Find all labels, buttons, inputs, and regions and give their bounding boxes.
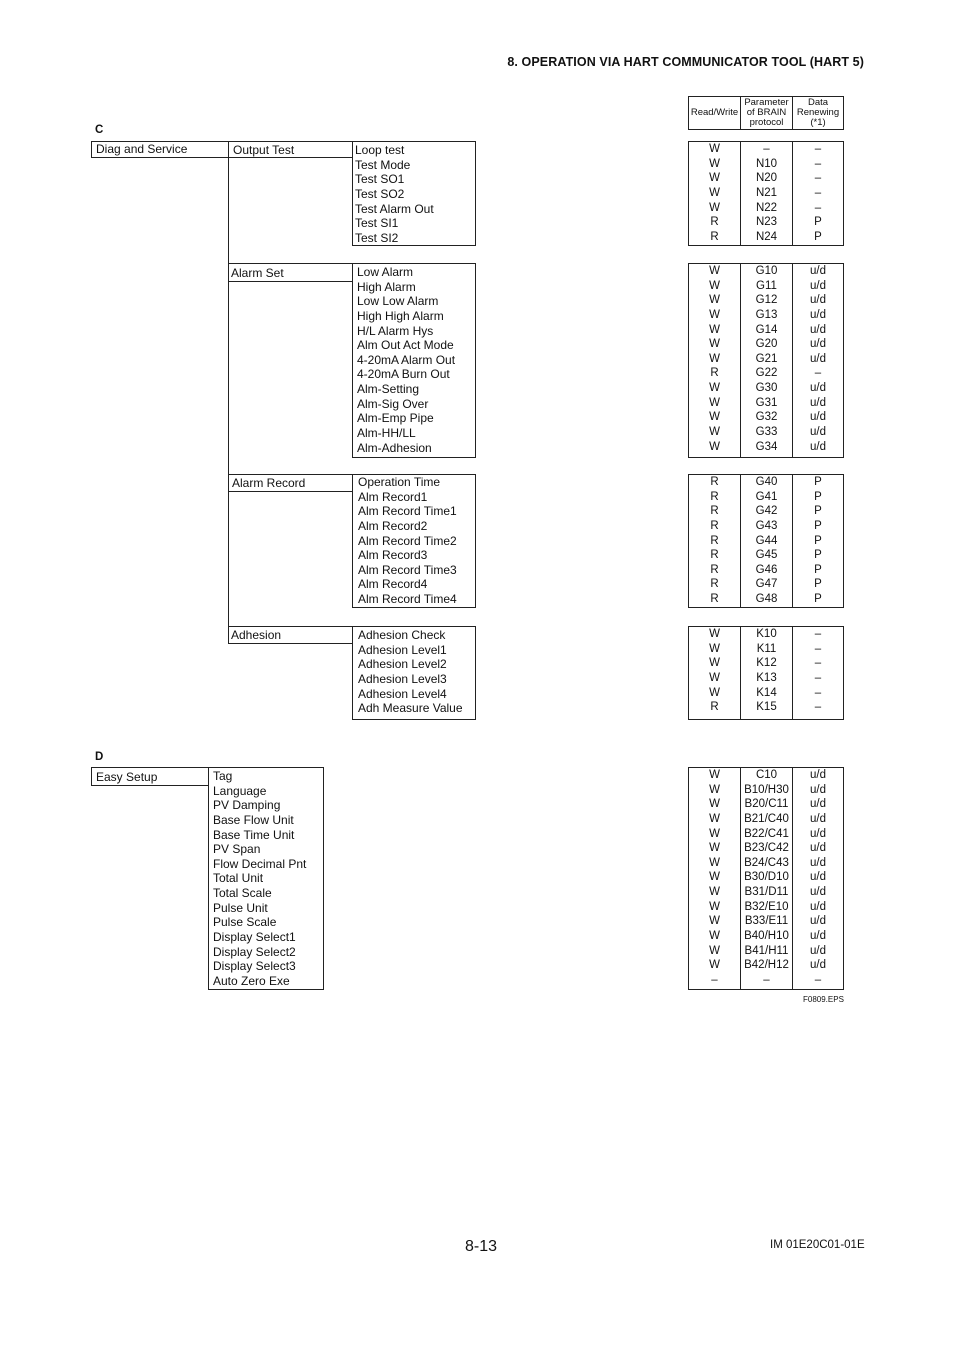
renewing-cell: u/d xyxy=(810,396,826,409)
renewing-cell: u/d xyxy=(810,352,826,365)
items-alarm-record xyxy=(352,474,476,608)
parameter-cell: B33/E11 xyxy=(744,915,789,928)
menu-item[interactable]: Alm-Emp Pipe xyxy=(357,411,434,426)
group-label: Adhesion xyxy=(231,628,282,642)
parameter-cell: G20 xyxy=(755,338,778,351)
renewing-cell: P xyxy=(814,216,822,229)
menu-item[interactable]: Adhesion Level3 xyxy=(358,671,447,686)
header-read-write: Read/Write xyxy=(690,107,739,118)
read-write-cell: W xyxy=(709,769,720,781)
parameter-cell: – xyxy=(763,973,770,986)
parameter-cell: – xyxy=(763,143,770,155)
renewing-cell: u/d xyxy=(810,769,826,781)
parameter-cell: K15 xyxy=(756,701,777,714)
renewing-cell: u/d xyxy=(810,900,826,913)
read-write-cell: W xyxy=(709,308,720,321)
document-id: IM 01E20C01-01E xyxy=(770,1239,865,1251)
menu-item[interactable]: Auto Zero Exe xyxy=(213,973,290,988)
renewing-cell: P xyxy=(814,230,822,243)
renewing-cell: P xyxy=(814,593,822,606)
menu-item[interactable]: High Alarm xyxy=(357,279,416,294)
renewing-cell: u/d xyxy=(810,930,826,943)
renewing-cell: u/d xyxy=(810,856,826,869)
read-write-cell: W xyxy=(709,642,720,655)
read-write-cell: R xyxy=(710,476,719,488)
menu-item[interactable]: Adhesion Level1 xyxy=(358,642,447,657)
table-alarm-set xyxy=(688,263,844,458)
renewing-cell: P xyxy=(814,519,822,532)
parameter-cell: B41/H11 xyxy=(744,944,789,957)
header-parameter: Parameter of BRAIN protocol xyxy=(744,97,789,128)
parameter-cell: B40/H10 xyxy=(744,930,789,943)
read-write-cell: W xyxy=(709,856,720,869)
menu-item[interactable]: Test SO2 xyxy=(355,186,405,201)
menu-root-label: Easy Setup xyxy=(96,770,158,784)
renewing-cell: – xyxy=(814,973,822,986)
parameter-cell: G44 xyxy=(755,534,778,547)
menu-item[interactable]: Operation Time xyxy=(358,475,441,489)
read-write-cell: W xyxy=(709,842,720,855)
parameter-cell: N22 xyxy=(755,201,778,214)
read-write-cell: W xyxy=(709,915,720,928)
renewing-cell: – xyxy=(814,657,822,670)
menu-item[interactable]: Alm Record2 xyxy=(358,518,428,533)
read-write-cell: R xyxy=(710,490,719,503)
menu-item[interactable]: Tag xyxy=(213,769,233,783)
read-write-cell: R xyxy=(710,230,719,243)
menu-item[interactable]: Pulse Unit xyxy=(213,900,268,915)
menu-item[interactable]: 4-20mA Alarm Out xyxy=(357,352,456,367)
renewing-cell: – xyxy=(814,671,822,684)
read-write-cell: R xyxy=(710,216,719,229)
renewing-cell: u/d xyxy=(810,411,826,424)
section-d-label: D xyxy=(95,751,104,763)
parameter-cell: C10 xyxy=(755,769,778,781)
menu-item[interactable]: Flow Decimal Pnt xyxy=(213,856,307,871)
menu-item[interactable]: Alm-Adhesion xyxy=(357,440,432,455)
renewing-cell: P xyxy=(814,490,822,503)
parameter-cell: G34 xyxy=(755,440,778,453)
renewing-cell: u/d xyxy=(810,827,826,840)
group-adhesion[interactable] xyxy=(228,626,353,644)
menu-root-label: Diag and Service xyxy=(96,142,188,156)
items-output-test xyxy=(352,141,476,246)
parameter-cell: G45 xyxy=(755,549,778,562)
renewing-cell: P xyxy=(814,578,822,591)
read-write-cell: W xyxy=(709,871,720,884)
read-write-cell: W xyxy=(709,930,720,943)
header-data-renewing: Data Renewing (*1) xyxy=(796,97,840,128)
parameter-cell: B10/H30 xyxy=(744,783,789,796)
read-write-cell: R xyxy=(710,534,719,547)
table-column-header xyxy=(688,96,844,130)
read-write-cell: R xyxy=(710,505,719,518)
menu-item[interactable]: H/L Alarm Hys xyxy=(357,323,434,338)
parameter-cell: G14 xyxy=(755,323,778,336)
parameter-cell: G47 xyxy=(755,578,778,591)
menu-item[interactable]: Adhesion Level4 xyxy=(358,686,447,701)
parameter-cell: G13 xyxy=(755,308,778,321)
read-write-cell: W xyxy=(709,798,720,811)
renewing-cell: – xyxy=(814,186,822,199)
parameter-cell: G33 xyxy=(755,426,778,439)
parameter-cell: K14 xyxy=(756,686,777,699)
table-easy-setup xyxy=(688,767,844,990)
read-write-cell: R xyxy=(710,367,719,380)
menu-item[interactable]: Alm Record3 xyxy=(358,548,428,563)
parameter-cell: N10 xyxy=(755,157,778,170)
tree-connector xyxy=(228,141,229,644)
parameter-cell: B20/C11 xyxy=(744,798,789,811)
renewing-cell: u/d xyxy=(810,382,826,395)
parameter-cell: N23 xyxy=(755,216,778,229)
menu-item[interactable]: Test SI2 xyxy=(355,230,399,245)
menu-item[interactable]: Alm Record4 xyxy=(358,577,428,592)
menu-item[interactable]: Test SI1 xyxy=(355,216,399,231)
table-adhesion xyxy=(688,626,844,720)
renewing-cell: u/d xyxy=(810,426,826,439)
renewing-cell: u/d xyxy=(810,308,826,321)
group-output-test[interactable] xyxy=(228,141,353,158)
menu-item[interactable]: Alm-Setting xyxy=(357,382,420,397)
parameter-cell: B22/C41 xyxy=(744,827,789,840)
figure-id: F0809.EPS xyxy=(803,995,844,1004)
menu-item[interactable]: Loop test xyxy=(355,143,405,157)
renewing-cell: u/d xyxy=(810,915,826,928)
read-write-cell: W xyxy=(709,426,720,439)
table-alarm-record xyxy=(688,474,844,608)
group-alarm-record[interactable] xyxy=(228,474,353,492)
parameter-cell: G40 xyxy=(755,476,778,488)
menu-item[interactable]: PV Span xyxy=(213,842,261,857)
read-write-cell: W xyxy=(709,944,720,957)
parameter-cell: K13 xyxy=(756,671,777,684)
menu-item[interactable]: 4-20mA Burn Out xyxy=(357,367,450,382)
renewing-cell: u/d xyxy=(810,265,826,277)
menu-item[interactable]: Alm Record1 xyxy=(358,489,428,504)
parameter-cell: N21 xyxy=(755,186,778,199)
table-output-test xyxy=(688,141,844,246)
read-write-cell: R xyxy=(710,593,719,606)
read-write-cell: W xyxy=(709,959,720,972)
page-number: 8-13 xyxy=(465,1238,498,1255)
read-write-cell: W xyxy=(709,886,720,899)
renewing-cell: – xyxy=(814,367,822,380)
parameter-cell: N24 xyxy=(755,230,778,243)
menu-item[interactable]: PV Damping xyxy=(213,798,281,813)
group-label: Output Test xyxy=(233,143,295,157)
read-write-cell: W xyxy=(709,783,720,796)
menu-item[interactable]: High High Alarm xyxy=(357,308,444,323)
menu-item[interactable]: Test Alarm Out xyxy=(355,201,434,216)
renewing-cell: u/d xyxy=(810,279,826,292)
parameter-cell: B32/E10 xyxy=(744,900,789,913)
group-label: Alarm Record xyxy=(232,476,306,490)
parameter-cell: G31 xyxy=(755,396,778,409)
menu-root-diag-and-service[interactable] xyxy=(91,141,229,158)
parameter-cell: G46 xyxy=(755,563,778,576)
menu-item[interactable]: Test Mode xyxy=(355,157,411,172)
renewing-cell: u/d xyxy=(810,812,826,825)
menu-item[interactable]: Low Low Alarm xyxy=(357,294,439,309)
renewing-cell: – xyxy=(814,628,822,640)
menu-item[interactable]: Adh Measure Value xyxy=(358,701,463,716)
read-write-cell: W xyxy=(709,382,720,395)
renewing-cell: u/d xyxy=(810,871,826,884)
renewing-cell: – xyxy=(814,642,822,655)
read-write-cell: R xyxy=(710,578,719,591)
parameter-cell: G30 xyxy=(755,382,778,395)
menu-item[interactable]: Alm Record Time3 xyxy=(358,562,457,577)
parameter-cell: B30/D10 xyxy=(744,871,789,884)
menu-item[interactable]: Adhesion Check xyxy=(358,628,446,642)
read-write-cell: W xyxy=(709,396,720,409)
read-write-cell: W xyxy=(709,323,720,336)
menu-item[interactable]: Total Scale xyxy=(213,886,272,901)
page-header: 8. OPERATION VIA HART COMMUNICATOR TOOL (HART 5) xyxy=(507,55,864,69)
read-write-cell: W xyxy=(709,657,720,670)
menu-item[interactable]: Alm Out Act Mode xyxy=(357,338,454,353)
parameter-cell: G22 xyxy=(755,367,778,380)
renewing-cell: – xyxy=(814,701,822,714)
renewing-cell: u/d xyxy=(810,338,826,351)
renewing-cell: – xyxy=(814,172,822,185)
read-write-cell: W xyxy=(709,294,720,307)
renewing-cell: u/d xyxy=(810,842,826,855)
read-write-cell: W xyxy=(709,812,720,825)
menu-item[interactable]: Adhesion Level2 xyxy=(358,657,447,672)
parameter-cell: K12 xyxy=(756,657,777,670)
parameter-cell: B24/C43 xyxy=(744,856,789,869)
read-write-cell: W xyxy=(709,352,720,365)
renewing-cell: u/d xyxy=(810,944,826,957)
renewing-cell: P xyxy=(814,563,822,576)
parameter-cell: G21 xyxy=(755,352,778,365)
read-write-cell: W xyxy=(709,279,720,292)
read-write-cell: R xyxy=(710,701,719,714)
read-write-cell: W xyxy=(709,440,720,453)
menu-item[interactable]: Alm-Sig Over xyxy=(357,396,429,411)
menu-item[interactable]: Alm Record Time2 xyxy=(358,533,457,548)
read-write-cell: R xyxy=(710,563,719,576)
parameter-cell: B23/C42 xyxy=(744,842,789,855)
renewing-cell: u/d xyxy=(810,798,826,811)
renewing-cell: P xyxy=(814,549,822,562)
items-adhesion xyxy=(352,626,476,720)
parameter-cell: K11 xyxy=(756,642,777,655)
renewing-cell: u/d xyxy=(810,783,826,796)
read-write-cell: W xyxy=(709,186,720,199)
renewing-cell: u/d xyxy=(810,886,826,899)
read-write-cell: W xyxy=(709,143,720,155)
menu-item[interactable]: Display Select3 xyxy=(213,959,296,974)
renewing-cell: P xyxy=(814,534,822,547)
menu-item[interactable]: Display Select2 xyxy=(213,944,296,959)
parameter-cell: B31/D11 xyxy=(744,886,789,899)
read-write-cell: W xyxy=(709,686,720,699)
renewing-cell: u/d xyxy=(810,323,826,336)
menu-root-easy-setup[interactable] xyxy=(91,767,209,786)
menu-item[interactable]: Alm Record Time4 xyxy=(358,592,457,607)
read-write-cell: R xyxy=(710,549,719,562)
menu-item[interactable]: Language xyxy=(213,783,267,798)
renewing-cell: – xyxy=(814,157,822,170)
items-alarm-set xyxy=(352,263,476,458)
group-label: Alarm Set xyxy=(231,266,284,280)
parameter-cell: G43 xyxy=(755,519,778,532)
parameter-cell: K10 xyxy=(756,628,777,640)
read-write-cell: – xyxy=(711,973,718,986)
section-c-label: C xyxy=(95,124,104,136)
renewing-cell: P xyxy=(814,505,822,518)
parameter-cell: N20 xyxy=(755,172,778,185)
read-write-cell: W xyxy=(709,265,720,277)
read-write-cell: W xyxy=(709,671,720,684)
menu-item[interactable]: Alm-HH/LL xyxy=(357,426,416,441)
parameter-cell: B42/H12 xyxy=(744,959,789,972)
menu-item[interactable]: Display Select1 xyxy=(213,930,296,945)
renewing-cell: P xyxy=(814,476,822,488)
parameter-cell: G42 xyxy=(755,505,778,518)
read-write-cell: W xyxy=(709,900,720,913)
menu-item[interactable]: Base Time Unit xyxy=(213,827,295,842)
menu-item[interactable]: Base Flow Unit xyxy=(213,812,294,827)
renewing-cell: – xyxy=(814,686,822,699)
parameter-cell: B21/C40 xyxy=(744,812,789,825)
read-write-cell: R xyxy=(710,519,719,532)
read-write-cell: W xyxy=(709,157,720,170)
menu-item[interactable]: Low Alarm xyxy=(357,265,414,279)
read-write-cell: W xyxy=(709,172,720,185)
read-write-cell: W xyxy=(709,201,720,214)
renewing-cell: u/d xyxy=(810,959,826,972)
renewing-cell: u/d xyxy=(810,294,826,307)
menu-item[interactable]: Alm Record Time1 xyxy=(358,504,457,519)
group-alarm-set[interactable] xyxy=(228,263,353,282)
renewing-cell: – xyxy=(814,201,822,214)
read-write-cell: W xyxy=(709,827,720,840)
read-write-cell: W xyxy=(709,411,720,424)
menu-item[interactable]: Test SO1 xyxy=(355,172,405,187)
menu-item[interactable]: Total Unit xyxy=(213,871,264,886)
parameter-cell: G10 xyxy=(755,265,778,277)
parameter-cell: G48 xyxy=(755,593,778,606)
read-write-cell: W xyxy=(709,338,720,351)
parameter-cell: G32 xyxy=(755,411,778,424)
read-write-cell: W xyxy=(709,628,720,640)
menu-item[interactable]: Pulse Scale xyxy=(213,915,277,930)
renewing-cell: u/d xyxy=(810,440,826,453)
parameter-cell: G11 xyxy=(756,279,777,292)
parameter-cell: G12 xyxy=(755,294,778,307)
renewing-cell: – xyxy=(814,143,822,155)
parameter-cell: G41 xyxy=(755,490,778,503)
items-easy-setup xyxy=(208,767,324,990)
